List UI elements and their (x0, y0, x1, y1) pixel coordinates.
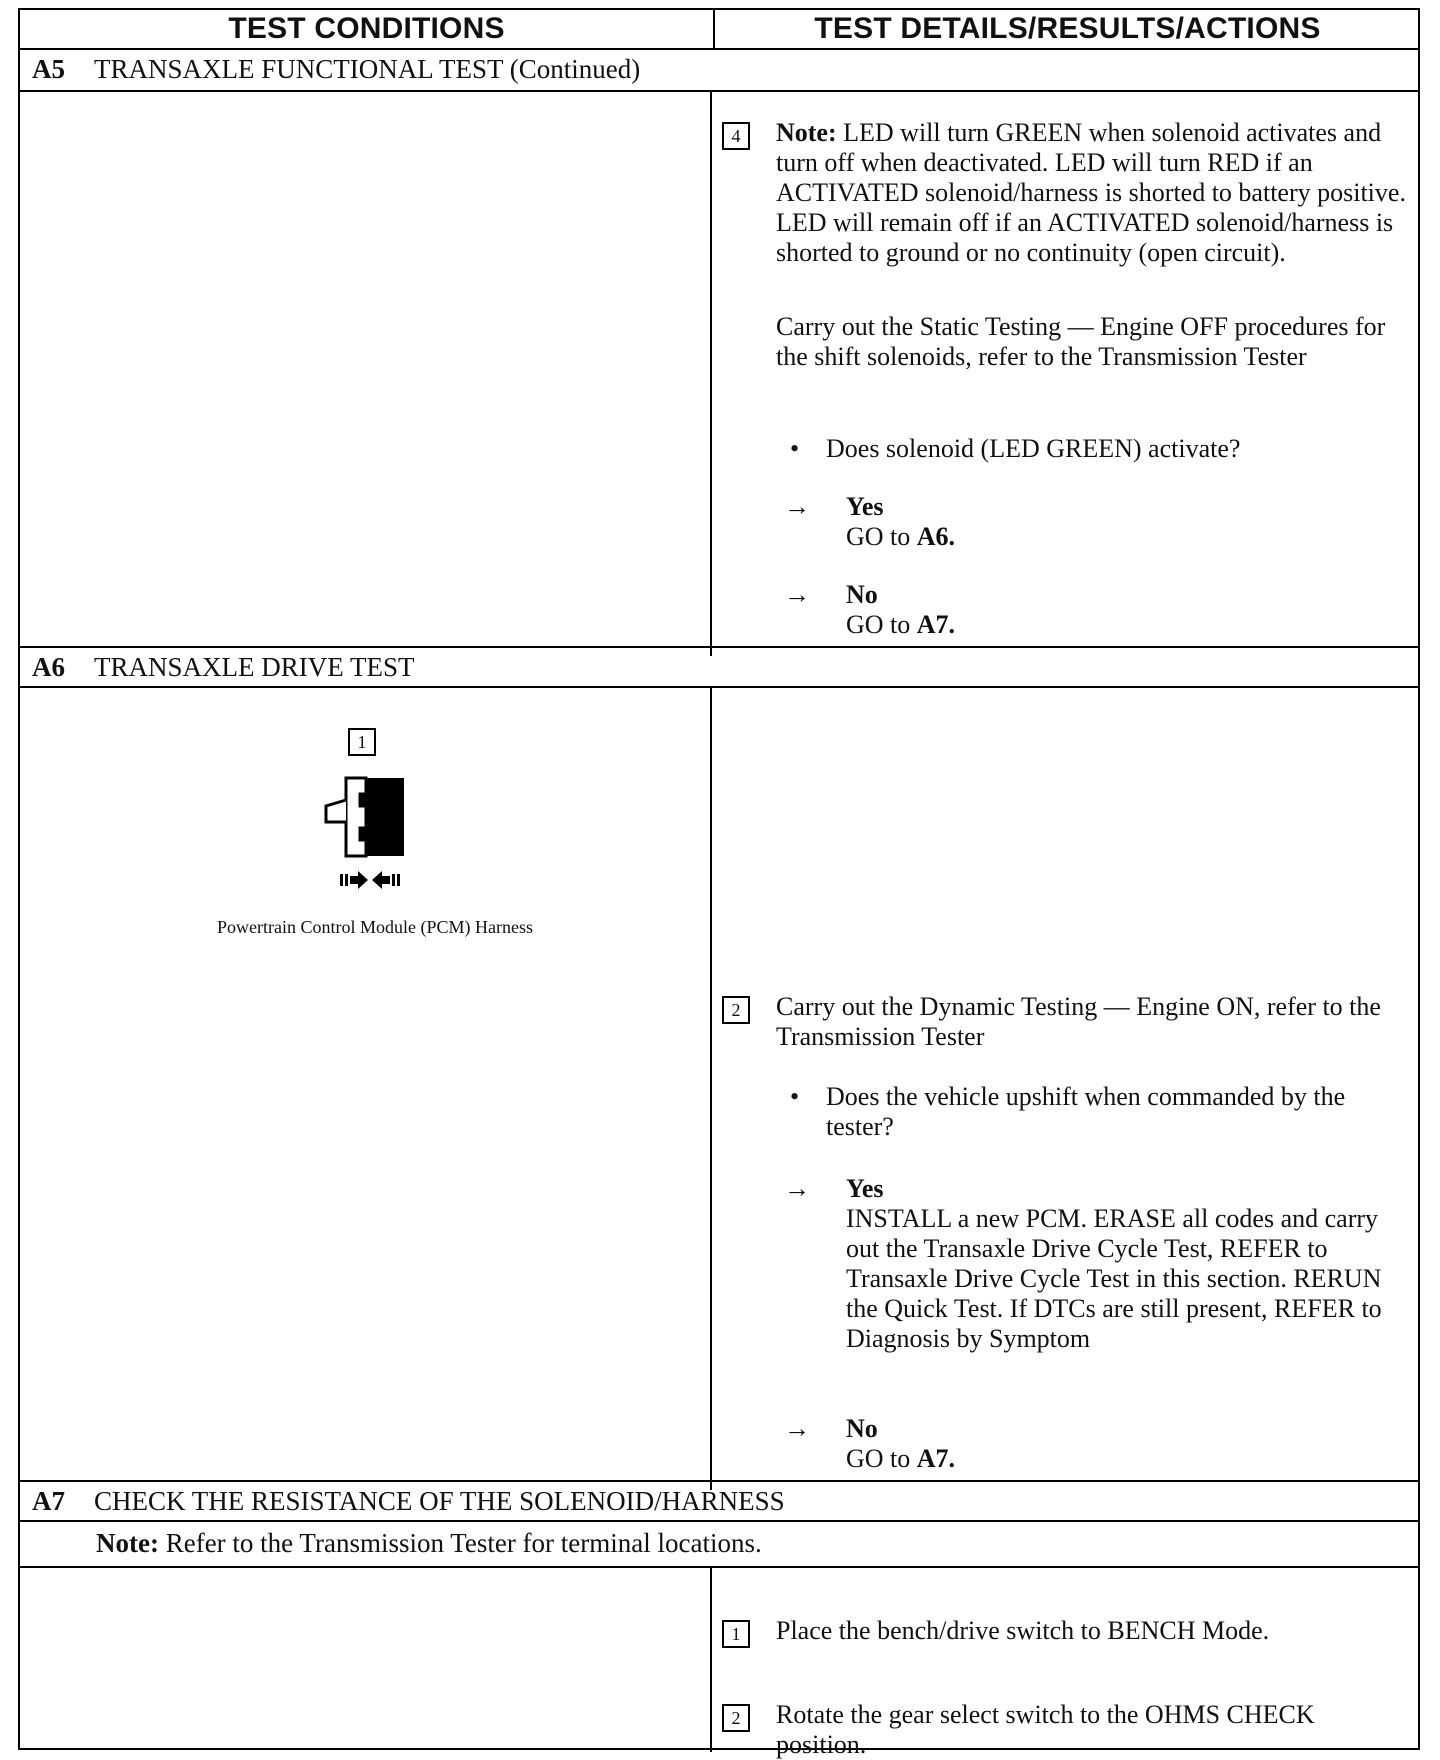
a5-yes-action (846, 522, 955, 552)
header-test-conditions: TEST CONDITIONS (228, 12, 505, 45)
a6-instruction: Carry out the Dynamic Testing — Engine ON, refer to the Transmission Tester (776, 992, 1381, 1051)
a6-column-divider (710, 686, 712, 1490)
a5-yes-prefix: GO to (846, 522, 917, 551)
a6-yes-action: INSTALL a new PCM. ERASE all codes and carry out the Transaxle Drive Cycle Test, REFER to Transaxle Drive Cycle Test in this section. RERUN the Quick Test. If DTCs are still present, REFER to Diagnosis by Symptom (846, 1204, 1382, 1353)
a5-yes-label: Yes (846, 492, 884, 521)
a5-note (776, 118, 1406, 268)
a5-step-number: 4 (722, 122, 750, 150)
connector-tab (326, 800, 346, 822)
a6-no-label: No (846, 1414, 878, 1443)
a6-yes-arrow: → (784, 1174, 810, 1203)
a7-step2-text: Rotate the gear select switch to the OHMS CHECK position. (776, 1700, 1315, 1759)
connect-arrows-icon (340, 871, 400, 889)
section-a7-title (32, 1482, 785, 1520)
a7-column-divider (710, 1566, 712, 1752)
a5-no-action (846, 610, 955, 640)
a5-yes-target[interactable]: A6. (916, 522, 956, 551)
a6-no-action (846, 1444, 955, 1474)
section-a7-heading: CHECK THE RESISTANCE OF THE SOLENOID/HARNESS (94, 1486, 785, 1516)
a5-no-arrow: → (784, 580, 810, 609)
a6-yes-label: Yes (846, 1174, 884, 1203)
pcm-harness-caption: Powertrain Control Module (PCM) Harness (217, 917, 533, 937)
a6-left-step-number: 1 (348, 728, 376, 756)
a6-bullet: • (790, 1082, 800, 1111)
a5-note-label: Note: (776, 118, 837, 147)
a6-no-arrow: → (784, 1414, 810, 1443)
section-a5-heading: TRANSAXLE FUNCTIONAL TEST (Continued) (94, 54, 641, 84)
a6-no-target[interactable]: A7. (916, 1444, 956, 1473)
a5-note-text: LED will turn GREEN when solenoid activates and turn off when deactivated. LED will turn RED if an ACTIVATED solenoid/harness is shorted to battery positive. LED will remain off if an ACTIVATED solenoid/harness is shorted to ground or no continuity (open circuit). (776, 118, 1406, 267)
a7-note-label: Note: (96, 1528, 159, 1558)
a6-step-number: 2 (722, 996, 750, 1024)
rule (20, 1566, 1418, 1568)
a6-question: Does the vehicle upshift when commanded by the tester? (826, 1082, 1346, 1141)
a7-step1-number: 1 (722, 1620, 750, 1648)
a5-yes-arrow: → (784, 492, 810, 521)
section-a7-id: A7 (32, 1486, 65, 1516)
a5-no-prefix: GO to (846, 610, 917, 639)
rule (20, 686, 1418, 688)
a6-no-prefix: GO to (846, 1444, 917, 1473)
a5-no-target[interactable]: A7. (916, 610, 956, 639)
a7-step1-text: Place the bench/drive switch to BENCH Mode. (776, 1616, 1270, 1645)
header-divider (713, 10, 715, 48)
a5-no-label: No (846, 580, 878, 609)
rule (20, 1520, 1418, 1522)
section-a6-heading: TRANSAXLE DRIVE TEST (94, 652, 415, 682)
pcm-harness-connector-icon (316, 770, 426, 896)
a5-instruction: Carry out the Static Testing — Engine OFF procedures for the shift solenoids, refer to the Transmission Tester (776, 312, 1386, 371)
section-a6-title (32, 648, 415, 686)
section-a5-id: A5 (32, 54, 65, 84)
section-a5-title (32, 50, 640, 88)
header-test-details: TEST DETAILS/RESULTS/ACTIONS (814, 12, 1321, 45)
a7-step2-number: 2 (722, 1704, 750, 1732)
rule (20, 90, 1418, 92)
a7-note (96, 1524, 762, 1562)
a5-question: Does solenoid (LED GREEN) activate? (826, 434, 1241, 463)
a5-bullet: • (790, 434, 800, 463)
test-table (18, 8, 1420, 1759)
a7-note-text: Refer to the Transmission Tester for terminal locations. (158, 1528, 762, 1558)
a5-column-divider (710, 90, 712, 656)
section-a6-id: A6 (32, 652, 65, 682)
connector-latch (346, 778, 366, 856)
